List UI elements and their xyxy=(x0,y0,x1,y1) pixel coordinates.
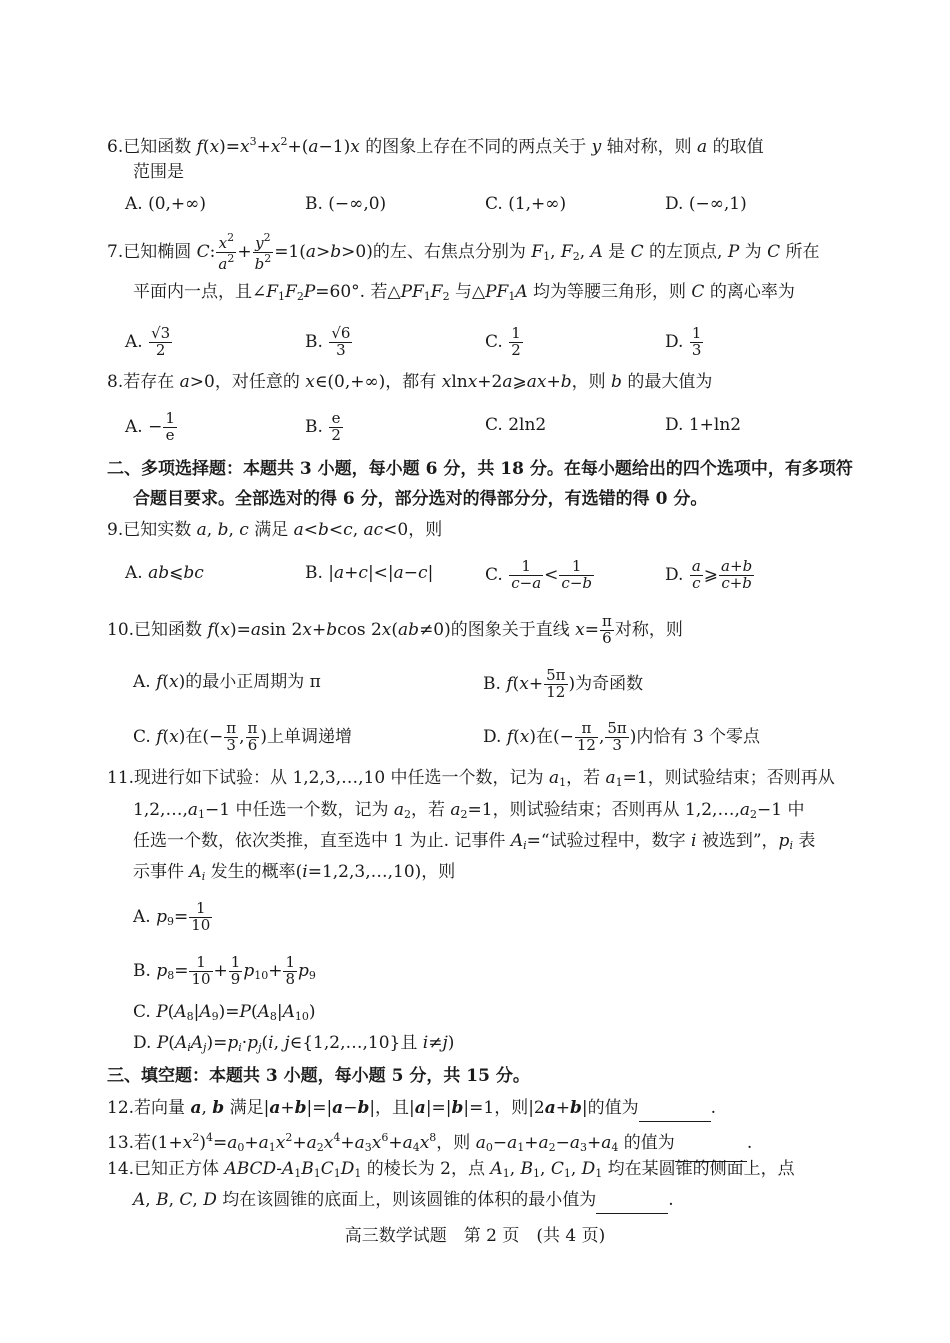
q6-line1: 6.已知函数 $f(x)=x^3+x^2+(a-1)x$ 的图象上存在不同的两点关于 y 轴对称，则 a 的取值 xyxy=(107,135,764,157)
q7-option-c: C. $\frac{1}{2}$ xyxy=(485,324,521,359)
q6-option-c: C. (1,+∞) xyxy=(485,194,567,214)
q11-option-c: C. $P(A_8|A_9)=P(A_8|A_{10})$ xyxy=(133,1002,316,1023)
q7-option-b: B. $\frac{√6}{3}$ xyxy=(305,324,351,359)
q7-option-d: D. $\frac{1}{3}$ xyxy=(665,324,702,359)
section3-heading: 三、填空题：本题共 3 小题，每小题 5 分，共 15 分。 xyxy=(107,1066,530,1086)
q11-line4: 示事件 $A_i$ 发生的概率(i=1,2,3,…,10)，则 xyxy=(133,862,456,883)
q10-option-b: B. f(x+ $\frac{5\pi}{12}$ )为奇函数 xyxy=(483,666,644,701)
section2-heading-line2: 合题目要求。全部选对的得 6 分，部分选对的得部分分，有选错的得 0 分。 xyxy=(133,489,708,509)
q10-option-c: C. f(x)在(− $\frac{\pi}{3}$ , $\frac{\pi}{6}$ )上单调递增 xyxy=(133,719,353,754)
section2-heading-line1: 二、多项选择题：本题共 3 小题，每小题 6 分，共 18 分。在每小题给出的四个选项中，有多项符 xyxy=(107,459,853,479)
q6-option-b: B. (−∞,0) xyxy=(305,194,387,214)
q8-option-d: D. 1+ln2 xyxy=(665,415,742,435)
q10-option-d: D. f(x)在(− $\frac{\pi}{12}$ , $\frac{5\pi}{3}$ )内恰有 3 个零点 xyxy=(483,719,761,754)
q11-option-b: B. $p_8=$ $\frac{1}{10}$ + $\frac{1}{9}$ $p_{10}+$ $\frac{1}{8}$ $p_9$ xyxy=(133,953,316,988)
q14-answer-blank[interactable] xyxy=(596,1195,668,1214)
q14-line2: A, B, C, D 均在该圆锥的底面上，则该圆锥的体积的最小值为 . xyxy=(133,1186,674,1214)
q9-option-a: A. ab⩽bc xyxy=(125,563,204,583)
q8-option-b: B. $\frac{e}{2}$ xyxy=(305,409,341,444)
q9-option-c: C. $\frac{1}{c-a}$ < $\frac{1}{c-b}$ xyxy=(485,557,592,592)
q9-line1: 9.已知实数 a, b, c 满足 a<b<c, ac<0，则 xyxy=(107,520,443,540)
q11-line3: 任选一个数，依次类推，直至选中 1 为止. 记事件 $A_i=“$试验过程中，数字 i 被选到”，$p_i$ 表 xyxy=(133,831,816,852)
q8-line1: 8.若存在 a>0，对任意的 x∈(0,+∞)，都有 xlnx+2a⩾ax+b，则 b 的最大值为 xyxy=(107,372,713,392)
q11-line2: $1,2,\dots,a_1-1$ 中任选一个数，记为 $a_2$，若 $a_2=1$，则试验结束；否则再从 $1,2,\dots,a_2-1$ 中 xyxy=(133,800,805,821)
q9-option-b: B. |a+c|<|a−c| xyxy=(305,563,434,583)
q7-option-a: A. $\frac{√3}{2}$ xyxy=(125,324,171,359)
q11-option-a: A. $p_9=$ $\frac{1}{10}$ xyxy=(133,899,211,934)
q10-line1: 10.已知函数 f(x)=asin 2x+bcos 2x(ab≠0)的图象关于直线 x= $\frac{\pi}{6}$ 对称，则 xyxy=(107,612,683,647)
q13-line1: 13.若$(1+x^2)^4=a_0+a_1x^2+a_2x^4+a_3x^6+a_4x^8$，则 $a_0-a_1+a_2-a_3+a_4$ 的值为 . xyxy=(107,1124,752,1162)
q10-option-a: A. f(x)的最小正周期为 π xyxy=(133,672,321,692)
q9-option-d: D. $\frac{a}{c}$ ⩾ $\frac{a+b}{c+b}$ xyxy=(665,557,753,592)
q8-option-a: A. − $\frac{1}{e}$ xyxy=(125,409,175,444)
q11-option-d: D. $P(A_iA_j)=p_i\cdot p_j(i$, j∈{1,2,…,10}且 i≠j) xyxy=(133,1033,455,1054)
q6-option-a: A. (0,+∞) xyxy=(125,194,206,214)
q11-line1: 11.现进行如下试验：从 1,2,3,…,10 中任选一个数，记为 $a_1$，若 $a_1=1$，则试验结束；否则再从 xyxy=(107,768,835,789)
q6-line2: 范围是 xyxy=(133,162,184,182)
q7-line1: 7.已知椭圆 C: $\frac{x^2}{a^2}$ + $\frac{y^2}{b^2}$ =1(a>b>0)的左、右焦点分别为 $F_1$, $F_2$, A 是 C 的左顶点, P 为 C 所在 xyxy=(107,231,820,273)
q6-option-d: D. (−∞,1) xyxy=(665,194,747,214)
q8-option-c: C. 2ln2 xyxy=(485,415,547,435)
q12-answer-blank[interactable] xyxy=(639,1103,711,1122)
page-footer: 高三数学试题 第 2 页 (共 4 页) xyxy=(344,1226,606,1246)
q7-line2: 平面内一点，且$\angle F_1F_2P=60^\circ$. 若$\triangle PF_1F_2$ 与$\triangle PF_1A$ 均为等腰三角形，则 C 的离心率为 xyxy=(133,282,795,303)
q14-line1: 14.已知正方体 ABCD-$A_1B_1C_1D_1$ 的棱长为 2，点 $A_1$, $B_1$, $C_1$, $D_1$ 均在某圆锥的侧面上，点 xyxy=(107,1159,795,1180)
q12-line1: 12.若向量 a, b 满足|a+b|=|a−b|，且|a|=|b|=1，则|2a+b|的值为 . xyxy=(107,1094,716,1122)
